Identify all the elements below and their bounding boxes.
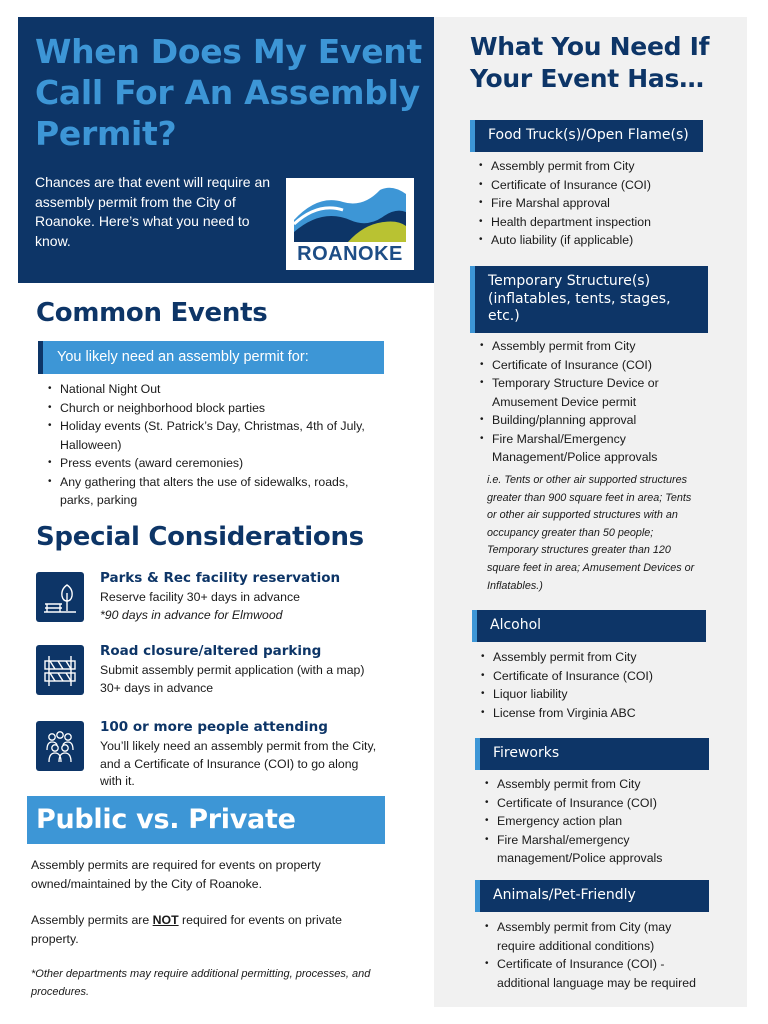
- alcohol-list: [479, 648, 704, 722]
- logo-wordmark: ROANOKE: [297, 243, 403, 265]
- list-item: • Certificate of Insurance (COI): [479, 667, 704, 686]
- consideration-road-closure: [36, 643, 396, 713]
- public-property-text: Assembly permits are required for events on property owned/maintained by the City of Roanoke.: [31, 858, 321, 891]
- list-item: • Emergency action plan: [483, 812, 705, 831]
- list-item: • Fire Marshal/emergency management/Police approvals: [483, 831, 705, 868]
- consideration-parks: [36, 570, 396, 640]
- consideration-body: Reserve facility 30+ days in advance: [100, 590, 300, 604]
- consideration-body: Submit assembly permit application (with a map) 30+ days in advance: [100, 663, 365, 695]
- list-item: • Certificate of Insurance (COI): [477, 176, 702, 195]
- section-header-temporary-structure: Temporary Structure(s) (inflatables, tents, stages, etc.): [470, 266, 708, 333]
- list-item: • Health department inspection: [477, 213, 702, 232]
- common-events-callout: You likely need an assembly permit for:: [38, 341, 384, 374]
- list-item: • License from Virginia ABC: [479, 704, 704, 723]
- consideration-attendance: [36, 719, 396, 789]
- list-item: • Any gathering that alters the use of sidewalks, roads, parks, parking: [46, 473, 376, 510]
- park-bench-tree-icon: [36, 572, 84, 622]
- page-title: When Does My Event Call For An Assembly Permit?: [35, 32, 422, 153]
- list-item: • Temporary Structure Device or Amusement Device permit: [478, 374, 703, 411]
- hero-banner: [18, 17, 434, 283]
- list-item: • Building/planning approval: [478, 411, 703, 430]
- animals-list: [483, 918, 705, 992]
- list-item: • Assembly permit from City: [477, 157, 702, 176]
- public-private-heading: Public vs. Private: [27, 796, 385, 844]
- list-item: • Certificate of Insurance (COI) - additional language may be required: [483, 955, 705, 992]
- common-events-list: [46, 380, 376, 510]
- road-barrier-icon: [36, 645, 84, 695]
- section-header-animals: Animals/Pet-Friendly: [475, 880, 709, 912]
- food-truck-list: [477, 157, 702, 250]
- common-events-heading: Common Events: [36, 298, 268, 328]
- special-considerations-heading: Special Considerations: [36, 522, 364, 552]
- roanoke-logo: [286, 178, 414, 270]
- list-item: • Church or neighborhood block parties: [46, 399, 376, 418]
- list-item: • Assembly permit from City: [479, 648, 704, 667]
- consideration-title: Parks & Rec facility reservation: [100, 570, 341, 586]
- private-property-text: Assembly permits are NOT required for events on private property.: [31, 913, 342, 946]
- section-header-fireworks: Fireworks: [475, 738, 709, 770]
- list-item: • Auto liability (if applicable): [477, 231, 702, 250]
- list-item: • Fire Marshal approval: [477, 194, 702, 213]
- list-item: • Certificate of Insurance (COI): [478, 356, 703, 375]
- list-item: • Fire Marshal/Emergency Management/Police approvals: [478, 430, 703, 467]
- list-item: • Certificate of Insurance (COI): [483, 794, 705, 813]
- list-item: • Press events (award ceremonies): [46, 454, 376, 473]
- list-item: • Assembly permit from City: [478, 337, 703, 356]
- temporary-structure-list: [478, 337, 703, 467]
- section-header-food-truck: Food Truck(s)/Open Flame(s): [470, 120, 703, 152]
- fireworks-list: [483, 775, 705, 868]
- list-item: • National Night Out: [46, 380, 376, 399]
- list-item: • Liquor liability: [479, 685, 704, 704]
- roanoke-mountain-logo-icon: [288, 180, 412, 246]
- consideration-title: 100 or more people attending: [100, 719, 328, 735]
- requirements-heading: What You Need If Your Event Has…: [470, 32, 710, 93]
- consideration-title: Road closure/altered parking: [100, 643, 322, 659]
- crowd-icon: [36, 721, 84, 771]
- section-header-alcohol: Alcohol: [472, 610, 706, 642]
- consideration-note: *90 days in advance for Elmwood: [100, 607, 283, 622]
- list-item: • Assembly permit from City (may require additional conditions): [483, 918, 705, 955]
- list-item: • Holiday events (St. Patrick’s Day, Christmas, 4th of July, Halloween): [46, 417, 376, 454]
- consideration-body: You’ll likely need an assembly permit from the City, and a Certificate of Insurance (COI) to go along with it.: [100, 739, 377, 788]
- list-item: • Assembly permit from City: [483, 775, 705, 794]
- footnote: *Other departments may require additional permitting, processes, and procedures.: [31, 968, 371, 998]
- temporary-structure-note: i.e. Tents or other air supported structures greater than 900 square feet in area; Tents or other air supported structures with an occupancy greater than 50 people; Temporary structures greater than 120 square feet in area; Amusement Devices or Inflatables.): [487, 474, 695, 592]
- not-emphasis: NOT: [152, 913, 179, 927]
- hero-intro-text: Chances are that event will require an assembly permit from the City of Roanoke. Here’s what you need to know.: [35, 174, 271, 249]
